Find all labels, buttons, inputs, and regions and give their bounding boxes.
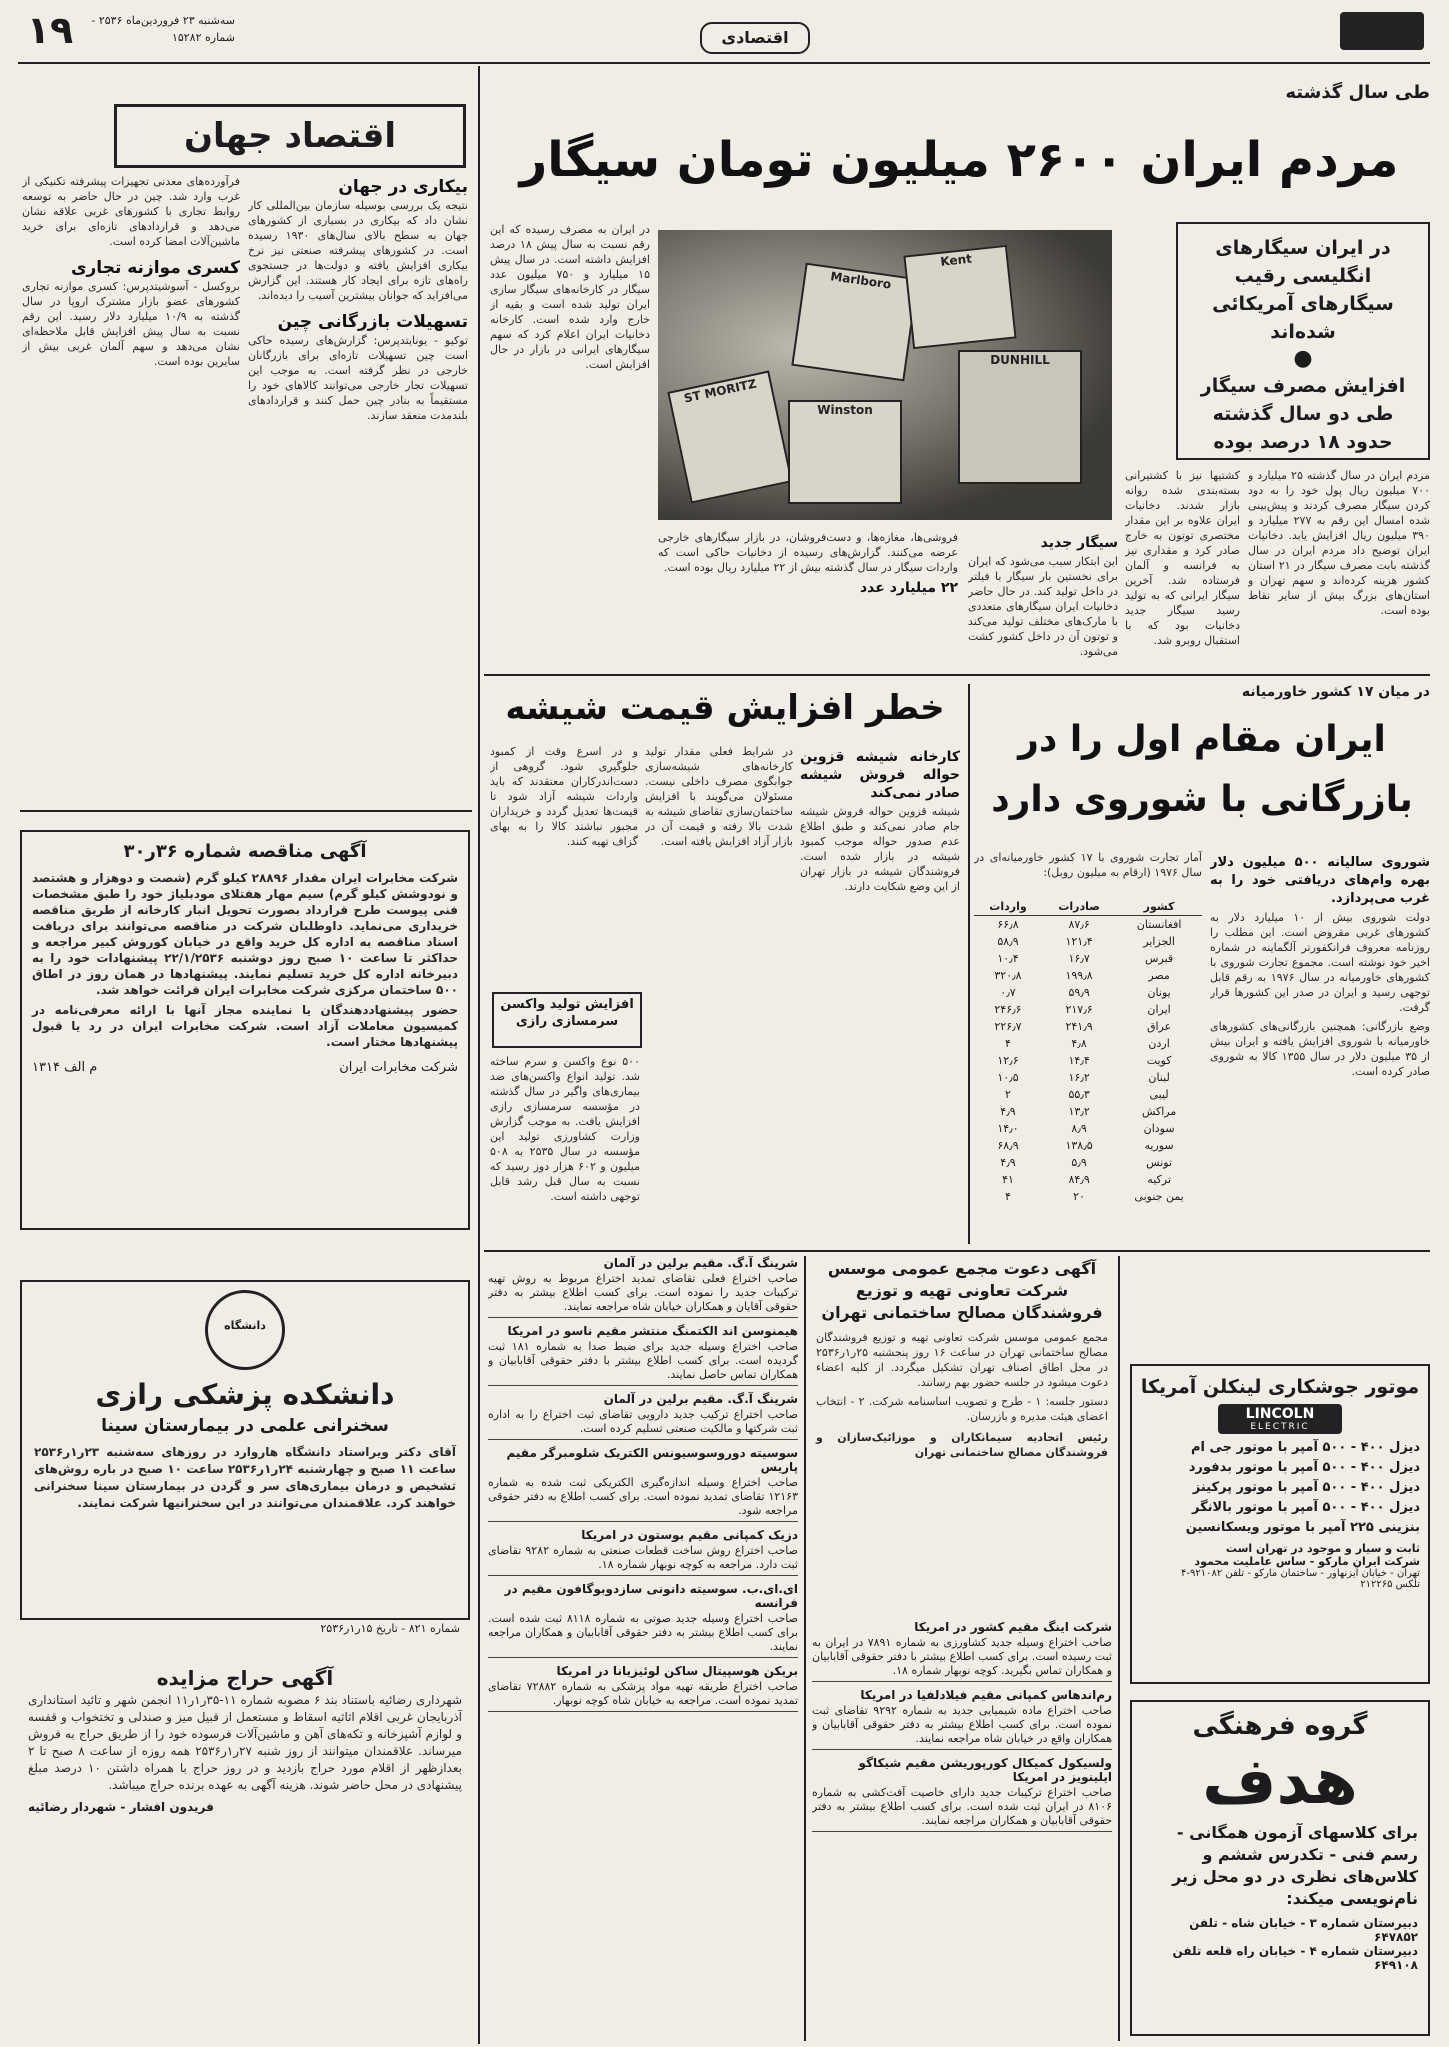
patent-notice-text: صاحب اختراع ماده شیمیایی جدید به شماره ۹۲۹۲ تقاضای ثبت نموده است. برای کسب اطلاع بیشتر به دفتر حقوقی آقابابیان و همکاران واقع در خیابان شاه مراجعه نمایند.	[812, 1704, 1112, 1745]
main-story-col4: فروشی‌ها، مغازه‌ها، و دست‌فروشان، در بازار سیگارهای خارجی عرضه می‌کنند. گزارش‌های رسیده از دخانیات حاکی است که واردات سیگار در سال گذشته بیش از ۲۲ میلیارد ریال بوده است. ۲۲ میلیارد عدد	[658, 531, 958, 596]
tender-notice	[20, 830, 470, 1230]
table-cell: ۵۵٫۳	[1068, 1088, 1090, 1101]
razi-text: آقای دکتر ویراستاد دانشگاه هاروارد در روزهای سه‌شنبه ۲۳ر۱ر۲۵۳۶ ساعت ۱۱ صبح و چهارشنبه ۲۴ر۱ر۲۵۳۶ ساعت ۱۰ صبح در باره روش‌های تشخیص و درمان بیماری‌های سر و گردن در بیمارستان سینا سخنرانی خواهند کرد. علاقمندان می‌توانند در این سخنرانیها شرکت نمایند.	[34, 1445, 456, 1510]
date-line: سه‌شنبه ۲۳ فروردین‌ماه ۲۵۳۶ - شماره ۱۵۲۸۲	[91, 14, 235, 44]
table-cell: ۳۲۰٫۸	[994, 969, 1022, 982]
patent-notice-text: صاحب اختراع وسیله جدید برای ضبط صدا به شماره ۱۸۱ ثبت گردیده است. برای کسب اطلاع بیشتر با دفتر حقوقی آقابابیان و همکاران تماس حاصل نمایند.	[488, 1340, 798, 1381]
table-cell: ۸۷٫۶	[1068, 918, 1090, 931]
hadaf-big-title: هدف	[1202, 1745, 1358, 1819]
patent-notice	[812, 1620, 1112, 1682]
table-row	[974, 1052, 1202, 1069]
main-story-kicker: طی سال گذشته	[1285, 82, 1430, 103]
china-facilities-title: تسهیلات بازرگانی چین	[277, 312, 468, 332]
soviet-rule	[968, 684, 970, 1244]
table-cell: ۱۳٫۲	[1068, 1105, 1090, 1118]
patent-notice	[488, 1392, 798, 1440]
glass-col3: و در اسرع وقت از کمبود جلوگیری شود. گروهی از دست‌اندرکاران معتقدند که باید واردات شیشه آزاد شود تا قیمت‌ها تعدیل گردد و خریداران مجبور نباشند کالا را به بهای گزاف تهیه کنند.	[490, 745, 638, 848]
soviet-tail: وضع بازرگانی: همچنین بازرگانی‌های کشورهای خاورمیانه با شوروی افزایش یافته و ایران بیش از ۳۵ میلیون دلار در سال ۱۳۵۵ کالا به شوروی صادر کرده است.	[1210, 1020, 1430, 1078]
newspaper-logo	[1340, 12, 1424, 50]
table-header: واردات	[974, 898, 1042, 916]
trade-deficit-title: کسری موازنه تجاری	[70, 258, 240, 278]
patent-notice-text: صاحب اختراع وسیله جدید صوتی به شماره ۸۱۱۸ ثبت شده است. برای کسب اطلاع بیشتر به دفتر حقوقی آقابابیان و همکاران مراجعه نمایند.	[488, 1612, 798, 1653]
lincoln-title: موتور جوشکاری لینکلن آمریکا	[1140, 1376, 1420, 1398]
tender-title: آگهی مناقصه شماره ۳۶ر۳۰	[123, 841, 367, 862]
table-header-row	[974, 898, 1202, 916]
table-cell: مراکش	[1141, 1105, 1177, 1118]
main-story-col2: کشتیها نیز با کشتیرانی بسته‌بندی شده روانه بازار شدند. دخانیات ایران علاوه بر این مقدار مختصری توتون به خارج صادر کرد و مقداری نیز به فرانسه و آلمان فرستاده شد. آخرین سیگار ایرانی که به تولید رسید سیگار جدید دخانیات بود که با استقبال روبرو شد.	[1125, 469, 1240, 647]
table-header: کشور	[1116, 898, 1202, 916]
page-number: ۱۹	[26, 8, 74, 52]
table-cell: ۱۰٫۴	[997, 952, 1019, 965]
main-story-headline: مردم ایران ۲۶۰۰ میلیون تومان سیگار	[519, 132, 1399, 188]
cigarette-pack: ST MORITZ	[667, 370, 792, 503]
lincoln-model: دیزل ۴۰۰ - ۵۰۰ آمپر با موتور بدفورد	[1188, 1460, 1420, 1475]
table-row	[974, 933, 1202, 950]
table-row	[974, 916, 1202, 934]
table-cell: سودان	[1143, 1122, 1175, 1135]
table-cell: ۶۸٫۹	[997, 1139, 1019, 1152]
section-rule	[484, 674, 1430, 676]
table-cell: لبنان	[1148, 1071, 1170, 1084]
masthead	[0, 0, 1449, 60]
lincoln-address: تهران - خیابان آیزنهاور - ساختمان مارکو - تلفن ۹۲۱۰۸۲-۴	[1180, 1568, 1420, 1579]
meeting-agenda: دستور جلسه: ۱ - طرح و تصویب اساسنامه شرکت. ۲ - انتخاب اعضای هیئت مدیره و بازرسان.	[816, 1395, 1108, 1423]
table-cell: ۱۲٫۶	[997, 1054, 1019, 1067]
patent-notice-title: سوسیته دوروسوسیونس الکتریک شلومبرگر مقیم پاریس	[506, 1446, 798, 1474]
meeting-text: مجمع عمومی موسس شرکت تعاونی تهیه و توزیع فروشندگان مصالح ساختمانی تهران در ساعت ۱۶ روز پنجشنبه ۲۵ر۱ر۲۵۳۶ در محل اطاق اصناف تهران تشکیل میگردد. از کلیه اعضاء دعوت میشود در جلسه حضور بهم رسانند.	[816, 1331, 1108, 1389]
table-cell: ۴	[1005, 1037, 1011, 1050]
soviet-lead-text: شوروی سالیانه ۵۰۰ میلیون دلار بهره وام‌های دریافتی خود را به غرب می‌پردازد. دولت شوروی بیش از ۱۰ میلیارد دلار به کشورهای غربی مقروض است. این مطلب را روزنامه معروف فرانکفورتر آلگماینه در شماره اخیر خود نوشته است. مجموع تجارت شوروی با کشورهای خاورمیانه در سال ۱۹۷۶ به رقم قابل توجهی رسید و ایران در صدر این کشورها قرار گرفت. وضع بازرگانی: همچنین بازرگانی‌های کشورهای خاورمیانه با شوروی افزایش یافته و ایران بیش از ۳۵ میلیون دلار در سال ۱۳۵۵ کالا به شوروی صادر کرده است.	[1210, 855, 1430, 1078]
tender-footer	[32, 1060, 458, 1075]
table-cell: ۴٫۸	[1071, 1037, 1087, 1050]
table-cell: ۸٫۹	[1071, 1122, 1087, 1135]
table-row	[974, 1154, 1202, 1171]
glass-col1: کارخانه شیشه قزوین حواله فروش شیشه صادر نمی‌کند شیشه قزوین حواله فروش شیشه جام صادر نمی‌کند و طبق اطلاع عدم صدور حواله موجب کمبود شیشه در بازار شده است. فروشندگان شیشه در بازار تهران از این وضع شکایت دارند.	[800, 749, 960, 893]
meeting-notice	[812, 1256, 1112, 1616]
lincoln-model: دیزل ۴۰۰ - ۵۰۰ آمپر با موتور پرکینز	[1192, 1480, 1420, 1495]
table-cell: ۴٫۹	[1000, 1105, 1016, 1118]
table-cell: ۴٫۹	[1000, 1156, 1016, 1169]
main-story-subhead-2: ۲۲ میلیارد عدد	[860, 580, 958, 596]
table-cell: لیبی	[1149, 1088, 1169, 1101]
meeting-title: آگهی دعوت مجمع عمومی موسس شرکت تعاونی تهیه و توزیع فروشندگان مصالح ساختمانی تهران	[821, 1259, 1103, 1322]
table-row	[974, 1018, 1202, 1035]
trade-table	[974, 898, 1202, 1205]
soviet-lead: شوروی سالیانه ۵۰۰ میلیون دلار بهره وام‌های دریافتی خود را به غرب می‌پردازد.	[1210, 855, 1430, 906]
vaccine-box	[492, 992, 642, 1048]
table-cell: سوریه	[1144, 1139, 1174, 1152]
patent-notice	[812, 1756, 1112, 1832]
patent-notices-column-2	[812, 1620, 1112, 2040]
vaccine-text: ۵۰۰ نوع واکسن و سرم ساخته شد. تولید انواع واکسن‌های ضد بیماری‌های واگیر در سال گذشته در مؤسسه سرمسازی رازی افزایش یافت. به موجب گزارش وزارت کشاورزی تولید این مؤسسه در سال ۲۵۳۵ به ۵۰۸ میلیون و ۶۰۲ هزار دوز رسید که نسبت به سال قبل رشد قابل توجهی داشته است.	[490, 1055, 640, 1203]
patent-notice-title: ای.ای.ب. سوسیته دانونی سازدوبوگافون مقیم در فرانسه	[504, 1582, 798, 1610]
main-story-col3: سیگار جدید این ابتکار سبب می‌شود که ایران برای نخستین بار سیگار با فیلتر در داخل تولید کند. در حال حاضر دخانیات ایران سیگارهای متعددی با مارک‌های مختلف تولید می‌کند و توتون آن در داخل کشور کشت می‌شود.	[968, 535, 1118, 658]
table-row	[974, 967, 1202, 984]
tender-ref: م الف ۱۳۱۴	[32, 1060, 98, 1075]
table-cell: ۲۲۶٫۷	[994, 1020, 1022, 1033]
table-cell: ترکیه	[1147, 1173, 1171, 1186]
patent-notices-list-2	[812, 1620, 1112, 1832]
tender-signer: شرکت مخابرات ایران	[339, 1060, 458, 1075]
table-header: صادرات	[1042, 898, 1116, 916]
main-story-col5: در ایران به مصرف رسیده که این رقم نسبت به سال پیش ۱۸ درصد افزایش داشته است. در سال پیش ۱۵ میلیارد و ۷۵۰ میلیون عدد سیگار در کارخانه‌های سیگار سازی ایران تولید شده است و بقیه از خارج وارد شده است. کارخانه دخانیات ایران اعلام کرد که سهم سیگارهای ایرانی در بازار در حال افزایش است.	[490, 223, 650, 371]
auction-signer: فریدون افشار - شهردار رضائیه	[28, 1800, 214, 1814]
patent-notice-title: رم‌اندهاس کمپانی مقیم فیلادلفیا در امریکا	[860, 1688, 1112, 1702]
vaccine-headline: افزایش تولید واکسن سرمسازی رازی	[500, 997, 634, 1029]
table-row	[974, 1120, 1202, 1137]
patent-notice	[488, 1528, 798, 1576]
patent-notice-text: صاحب اختراع روش ساخت قطعات صنعتی به شماره ۹۲۸۲ تقاضای ثبت دارد. مراجعه به کوچه نوبهار شماره ۱۸.	[488, 1544, 798, 1571]
table-cell: مصر	[1148, 969, 1170, 982]
lincoln-ad	[1130, 1364, 1430, 1684]
notice-separator	[488, 1711, 798, 1712]
ads-rule	[1118, 1256, 1120, 2041]
notice-separator	[488, 1521, 798, 1522]
table-cell: ۵۸٫۹	[997, 935, 1019, 948]
main-story-subhead: سیگار جدید	[1040, 535, 1118, 551]
table-cell: ایران	[1147, 1003, 1171, 1016]
soviet-table-intro: آمار تجارت شوروی با ۱۷ کشور خاورمیانه‌ای در سال ۱۹۷۶ (ارقام به میلیون روبل):	[974, 851, 1202, 879]
section-label: اقتصادی	[700, 22, 810, 54]
table-cell: الجزایر	[1143, 935, 1175, 948]
patent-notice-title: بریکن هوسپیتال ساکن لوئیزیانا در امریکا	[556, 1664, 798, 1678]
razi-title: دانشکده پزشکی رازی	[95, 1378, 395, 1411]
table-cell: ۵۹٫۹	[1068, 986, 1090, 999]
patent-notice-text: صاحب اختراع فعلی تقاضای تمدید اختراع مربوط به روش تهیه ترکیبات جدید را نموده است. برای کسب اطلاع بیشتر به دفتر حقوقی آقایان و همکاران خیابان شاه مراجعه نمایند.	[488, 1272, 798, 1313]
soviet-kicker: در میان ۱۷ کشور خاورمیانه	[1241, 684, 1430, 700]
tender-closing: حضور پیشنهاددهندگان یا نماینده مجاز آنها با ارائه معرفی‌نامه در کمیسیون معاملات آزاد است. شرکت مخابرات ایران در رد یا قبول پیشنهادها مختار است.	[32, 1003, 458, 1049]
table-row	[974, 1103, 1202, 1120]
deck-bullet: ●	[1293, 346, 1313, 371]
table-row	[974, 1069, 1202, 1086]
table-cell: ۲۴۱٫۹	[1065, 1020, 1093, 1033]
patent-notice	[812, 1688, 1112, 1750]
table-cell: ۱۰٫۵	[997, 1071, 1019, 1084]
notice-separator	[812, 1831, 1112, 1832]
hadaf-text: برای کلاسهای آزمون همگانی - رسم فنی - تکدرس ششم و کلاس‌های نظری در دو محل زیر نام‌نویسی میکند:	[1172, 1823, 1418, 1908]
table-cell: ۲۰	[1073, 1190, 1085, 1203]
notice-separator	[488, 1657, 798, 1658]
main-story-deck	[1176, 222, 1430, 460]
table-row	[974, 950, 1202, 967]
middle-rule	[484, 1250, 1430, 1252]
table-cell: ۱۹۹٫۸	[1065, 969, 1093, 982]
patent-notice-text: صاحب اختراع طریقه تهیه مواد پزشکی به شماره ۷۲۸۸۲ تقاضای تمدید نموده است. مراجعه به خیابان شاه کوچه نوبهار.	[488, 1680, 798, 1707]
patent-notice-title: ولسیکول کمیکال کورپوریشن مقیم شیکاگو ایلینویز در امریکا	[858, 1756, 1112, 1784]
table-cell: ۵٫۹	[1071, 1156, 1087, 1169]
table-cell: تونس	[1146, 1156, 1173, 1169]
patent-notice-title: هیمنوسن اند الکتمنگ منتشر مقیم ناسو در امریکا	[507, 1324, 798, 1338]
patent-notice	[488, 1446, 798, 1522]
patent-notice-text: صاحب اختراع ترکیب جدید دارویی تقاضای ثبت اختراع را به اداره ثبت شرکتها و مالکیت صنعتی تسلیم کرده است.	[488, 1408, 798, 1435]
patent-notice-title: دزیک کمپانی مقیم بوستون در امریکا	[581, 1528, 798, 1542]
table-cell: ۸۴٫۹	[1068, 1173, 1090, 1186]
razi-notice	[20, 1280, 470, 1620]
masthead-rule	[18, 62, 1430, 64]
patent-notice	[488, 1256, 798, 1318]
table-cell: ۶۶٫۸	[997, 918, 1019, 931]
soviet-headline: ایران مقام اول را در بازرگانی با شوروی دارد	[991, 719, 1413, 820]
table-cell: یونان	[1147, 986, 1171, 999]
table-cell: ۲	[1005, 1088, 1011, 1101]
hadaf-school-2: دبیرستان شماره ۴ - خیابان راه قلعه تلفن ۶۴۹۱۰۸	[1172, 1944, 1418, 1972]
patent-notice-text: صاحب اختراع ترکیبات جدید دارای خاصیت آفت‌کشی به شماره ۸۱۰۶ در ایران ثبت شده است. برای کسب اطلاع بیشتر به دفتر حقوقی آقابابیان و همکاران مراجعه نمایند.	[812, 1786, 1112, 1827]
glass-headline: خطر افزایش قیمت شیشه	[505, 688, 945, 728]
table-row	[974, 1188, 1202, 1205]
patent-notice-title: شرینگ آ.گ. مقیم برلین در آلمان	[603, 1392, 798, 1406]
table-cell: ۱۶٫۲	[1068, 1071, 1090, 1084]
lincoln-model: بنزینی ۲۲۵ آمپر با موتور ویسکانسین	[1185, 1520, 1420, 1535]
university-emblem-icon: دانشگاه	[205, 1290, 285, 1370]
main-story-col1: مردم ایران در سال گذشته ۲۵ میلیارد و ۷۰۰ میلیون ریال پول خود را به دود کردن سیگار مصرف کردند و پیش‌بینی شده امسال این رقم به ۲۷۷ میلیارد و ۳۹۰ میلیون ریال افزایش یابد. دخانیات ایران توضیح داد مردم ایران در سال گذشته بابت مصرف سیگار در ۲۱ استان کشور هزینه کرده‌اند و سهم تهران و استان‌های بزرگ بیش از سایر نقاط بوده است.	[1248, 469, 1430, 617]
cigarette-photo	[658, 230, 1112, 520]
razi-subtitle: سخنرانی علمی در بیمارستان سینا	[101, 1416, 389, 1436]
lincoln-company: شرکت ایران مارکو - ساس عاملیت محمود	[1194, 1555, 1420, 1568]
world-economy-col-left: فرآورده‌های معدنی تجهیزات پیشرفته تکنیکی از غرب وارد شد. چین در حال حاضر به توسعه روابط تجاری با کشورهای غربی علاقه نشان می‌دهد و قراردادهای تازه‌ای برای خرید ماشین‌آلات امضا کرده است. کسری موازنه تجاری بروکسل - آسوشیتدپرس: کسری موازنه تجاری کشورهای عضو بازار مشترک اروپا در سال گذشته به ۱۰/۹ میلیارد دلار رسید. این رقم نسبت به سال پیش افزایش قابل ملاحظه‌ای نشان می‌دهد و سهم آلمان غربی بیش از سایرین بوده است.	[22, 175, 240, 368]
table-cell: یمن جنوبی	[1134, 1190, 1184, 1203]
razi-ref: شماره ۸۲۱ - تاریخ ۱۵ر۱ر۲۵۳۶	[320, 1622, 460, 1635]
world-economy-banner: اقتصاد جهان	[114, 104, 466, 168]
tender-text: شرکت مخابرات ایران مقدار ۲۸۸۹۶ کیلو گرم (شصت و دوهزار و هشتصد و نودوشش کیلو گرم) سیم مهار هفتلای مودبلیاژ خود را طبق مشخصات فنی پیوست طرح قرارداد بصورت تحویل انبار کارخانه از طریق مناقصه خریداری می‌نماید. داوطلبان شرکت در مناقصه می‌توانند برای دریافت اسناد مناقصه به اداره کل خرید واقع در خیابان کوروش کبیر مراجعه و حداکثر تا ساعت ۱۰ صبح روز دوشنبه ۲۲/۱/۲۵۳۶ پیشنهادات خود را به دبیرخانه اداره کل خرید تسلیم نمایند. پیشنهادها در همان روز در اطاق ۵۰۰ ساختمان مرکزی شرکت مخابرات ایران قرائت خواهد شد.	[32, 871, 458, 997]
table-row	[974, 1035, 1202, 1052]
lincoln-tagline: ثابت و سیار و موجود در تهران است	[1225, 1542, 1420, 1555]
world-economy-col-right: بیکاری در جهان نتیجه یک بررسی بوسیله سازمان بین‌المللی کار نشان داد که بیکاری در بسیاری از کشورهای جهان به سطح بالای سال‌های ۱۹۳۰ رسیده است. در کشورهای پیشرفته صنعتی نیز نرخ بیکاری افزایش یافته و دولت‌ها در جستجوی راه‌های تازه برای ایجاد کار هستند. این گزارش می‌افزاید که جوانان بیشترین آسیب را دیده‌اند. تسهیلات بازرگانی چین توکیو - یونایتدپرس: گزارش‌های رسیده حاکی است چین تسهیلات تازه‌ای برای بازرگانان خارجی در نظر گرفته است. به موجب این تسهیلات تجار خارجی می‌توانند کالاهای خود را مستقیماً به بنادر چین حمل کنند و قراردادهای بلندمدت منعقد سازند.	[248, 177, 468, 422]
table-cell: کویت	[1146, 1054, 1172, 1067]
patent-notice-text: صاحب اختراع وسیله اندازه‌گیری الکتریکی ثبت شده به شماره ۱۲۱۶۳ تقاضای تمدید نموده است. برای کسب اطلاع به دفتر حقوقی مراجعه شود.	[488, 1476, 798, 1517]
table-cell: ۲۱۷٫۶	[1065, 1003, 1093, 1016]
table-cell: اردن	[1148, 1037, 1170, 1050]
table-cell: ۱۶٫۷	[1068, 952, 1090, 965]
lincoln-items	[1140, 1438, 1420, 1538]
lincoln-model: دیزل ۴۰۰ - ۵۰۰ آمپر با موتور بالانگر	[1192, 1500, 1420, 1515]
notice-separator	[812, 1749, 1112, 1750]
deck-line-1: در ایران سیگارهای انگلیسی رقیب سیگارهای آمریکائی شده‌اند	[1212, 237, 1394, 343]
lincoln-model: دیزل ۴۰۰ - ۵۰۰ آمپر با موتور جی ام	[1190, 1440, 1420, 1455]
table-cell: ۱۳۸٫۵	[1065, 1139, 1093, 1152]
patent-notices-column	[488, 1256, 798, 2041]
table-cell: ۴۱	[1002, 1173, 1014, 1186]
patent-notice	[488, 1324, 798, 1386]
soviet-trade-table	[974, 898, 1202, 1228]
patent-notice-text: صاحب اختراع وسیله جدید کشاورزی به شماره ۷۸۹۱ در ایران به ثبت رسیده است. برای کسب اطلاع بیشتر با دفتر حقوقی آقابابیان و همکاران تماس بگیرید. کوچه نوبهار شماره ۱۸.	[812, 1636, 1112, 1677]
cigarette-pack: Kent	[903, 245, 1016, 349]
auction-title: آگهی حراج مزایده	[156, 1666, 334, 1690]
hadaf-school-1: دبیرستان شماره ۳ - خیابان شاه - تلفن ۶۴۷۸۵۲	[1189, 1916, 1418, 1944]
auction-notice	[20, 1660, 470, 2040]
cigarette-pack: Winston	[788, 400, 902, 504]
world-economy-rule	[20, 810, 472, 812]
hadaf-ad	[1130, 1700, 1430, 2036]
deck-line-2: افزایش مصرف سیگار طی دو سال گذشته حدود ۱۸ درصد بوده	[1200, 375, 1406, 453]
notice-separator	[488, 1385, 798, 1386]
table-row	[974, 1171, 1202, 1188]
lincoln-logo: LINCOLN ELECTRIC	[1218, 1404, 1342, 1434]
patent-notice-title: شرینگ آ.گ. مقیم برلین در آلمان	[603, 1256, 798, 1270]
notice-separator	[488, 1439, 798, 1440]
patent-notice	[488, 1664, 798, 1712]
glass-col2: در شرایط فعلی مقدار تولید کارخانه‌های شیشه‌سازی جوابگوی مصرف داخلی نیست. مسئولان می‌گویند با افزایش ساختمان‌سازی تقاضای شیشه به شدت بالا رفته و قیمت آن در بازار آزاد افزایش یافته است.	[645, 745, 793, 848]
lincoln-telex: تلکس ۲۱۲۲۶۵	[1360, 1579, 1420, 1590]
column-divider	[478, 66, 480, 2044]
table-cell: ۱۴٫۰	[997, 1122, 1019, 1135]
hadaf-small-title: گروه فرهنگی	[1192, 1711, 1368, 1741]
table-row	[974, 984, 1202, 1001]
auction-text: شهرداری رضائیه باستناد بند ۶ مصوبه شماره ۱۱-۳۵ر۱ر۱۱ انجمن شهر و تائید استانداری آذربایجان غربی اقلام اثاثیه اسقاط و مستعمل از قبیل میز و صندلی و تختخواب و قفسه و لوازم آشپزخانه و تکه‌های آهن و ماشین‌آلات فرسوده خود را از طریق حراج به فروش میرساند. علاقمندان میتوانند از روز شنبه ۲۷ر۱ر۲۵۳۶ همه روزه از ساعت ۸ صبح تا ۲ بعدازظهر از اقلام مورد حراج بازدید و در روز حراج با همراه داشتن ۱۰ درصد مبلغ پیشنهادی در محل حاضر شوند. هزینه آگهی به عهده برنده حراج میباشد.	[28, 1693, 462, 1792]
patent-notice-title: شرکت اینگ مقیم کشور در امریکا	[914, 1620, 1112, 1634]
table-cell: ۴	[1005, 1190, 1011, 1203]
table-cell: ۰٫۷	[1000, 986, 1016, 999]
patent-notice	[488, 1582, 798, 1658]
table-row	[974, 1001, 1202, 1018]
table-cell: ۱۴٫۴	[1068, 1054, 1090, 1067]
notice-separator	[812, 1681, 1112, 1682]
table-cell: افغانستان	[1136, 918, 1182, 931]
cigarette-pack: Marlboro	[791, 263, 918, 382]
table-cell: عراق	[1146, 1020, 1172, 1033]
notice-separator	[488, 1317, 798, 1318]
patent-notices-list	[488, 1256, 798, 1712]
table-cell: ۱۲۱٫۴	[1065, 935, 1093, 948]
unemployment-title: بیکاری در جهان	[338, 177, 468, 197]
table-row	[974, 1086, 1202, 1103]
meeting-signer: رئیس اتحادیه سیمانکاران و موزائیک‌سازان و فروشندگان مصالح ساختمانی تهران	[816, 1431, 1108, 1459]
table-cell: قبرس	[1145, 952, 1174, 965]
table-cell: ۲۴۶٫۶	[994, 1003, 1022, 1016]
notice-separator	[488, 1575, 798, 1576]
glass-lead: کارخانه شیشه قزوین حواله فروش شیشه صادر نمی‌کند	[800, 749, 960, 801]
table-row	[974, 1137, 1202, 1154]
cigarette-pack: DUNHILL	[958, 350, 1082, 484]
notices-rule	[804, 1256, 806, 2041]
